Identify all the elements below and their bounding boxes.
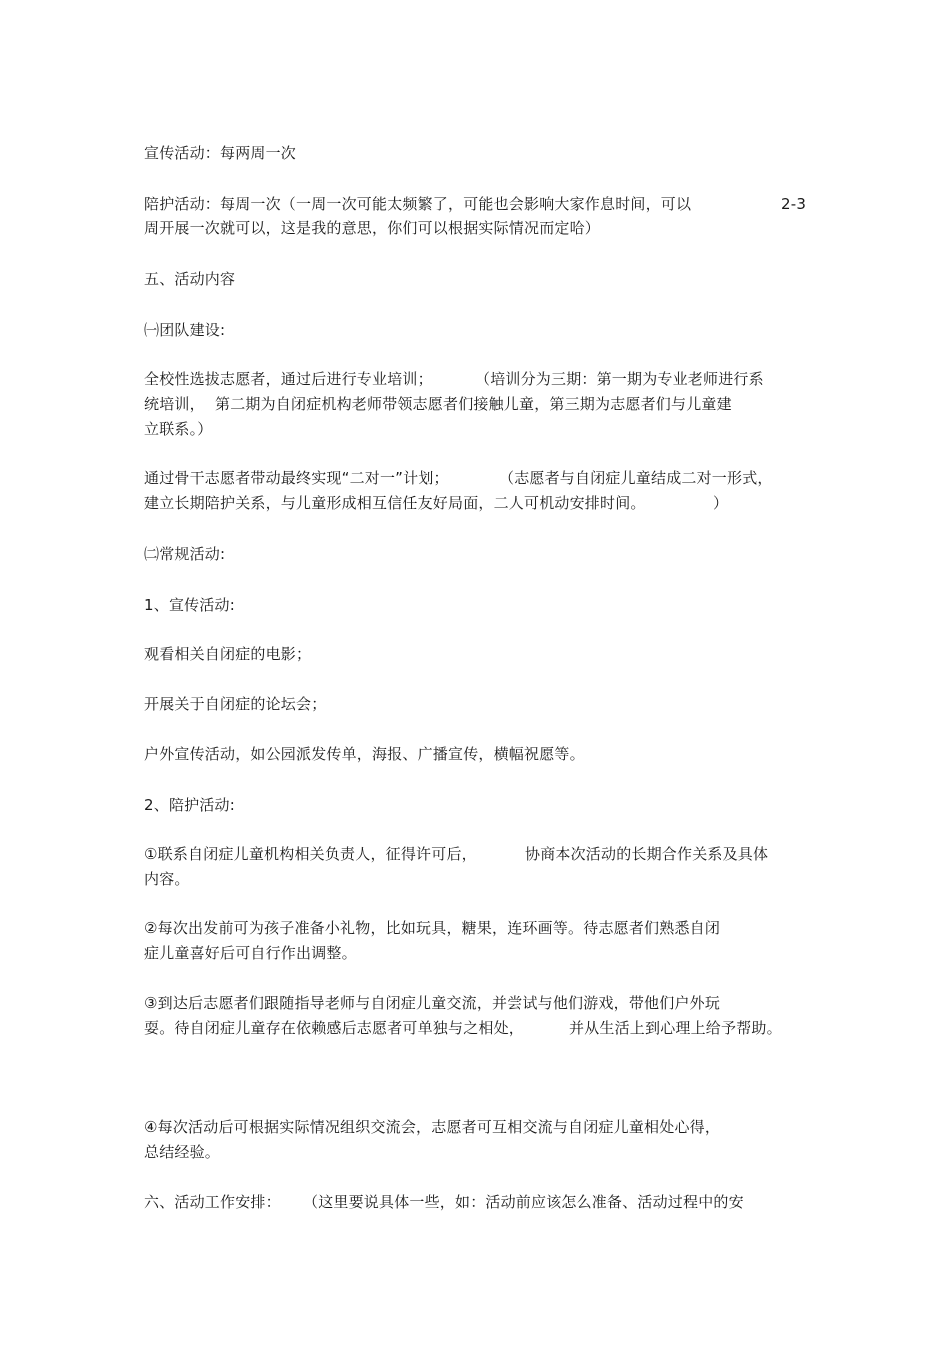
text-line: 协商本次活动的长期合作关系及具体 (525, 845, 769, 863)
list-heading: 2、陪护活动: (144, 796, 235, 814)
text-line: ） (713, 494, 729, 512)
text-line: （培训分为三期：第一期为专业老师进行系 (475, 370, 764, 388)
text-line: 2-3 (781, 195, 807, 213)
text-line: ④每次活动后可根据实际情况组织交流会，志愿者可互相交流与自闭症儿童相处心得， (144, 1118, 721, 1136)
section-heading: 六、活动工作安排： (144, 1193, 281, 1211)
text-line: 宣传活动：每两周一次 (144, 144, 297, 162)
text-line: 第二期为自闭症机构老师带领志愿者们接触儿童，第三期为志愿者们与儿童建 (215, 395, 732, 413)
text-line: ①联系自闭症儿童机构相关负责人，征得许可后， (144, 845, 477, 863)
text-line: 立联系。） (144, 420, 213, 438)
text-line: 内容。 (144, 870, 190, 888)
text-line: 耍。待自闭症儿童存在依赖感后志愿者可单独与之相处， (144, 1019, 525, 1037)
text-line: （志愿者与自闭症儿童结成二对一形式， (499, 469, 773, 487)
list-heading: 1、宣传活动: (144, 596, 235, 614)
subsection-heading: ㈡常规活动: (144, 545, 226, 563)
text-line: 周开展一次就可以，这是我的意思，你们可以根据实际情况而定哈） (144, 219, 601, 237)
text-line: ③到达后志愿者们跟随指导老师与自闭症儿童交流，并尝试与他们游戏，带他们户外玩 (144, 994, 721, 1012)
text-line: ②每次出发前可为孩子准备小礼物，比如玩具，糖果，连环画等。待志愿者们熟悉自闭 (144, 919, 721, 937)
text-line: 陪护活动：每周一次（一周一次可能太频繁了，可能也会影响大家作息时间，可以 (144, 195, 692, 213)
text-line: 总结经验。 (144, 1143, 221, 1161)
text-line: 观看相关自闭症的电影； (144, 645, 312, 663)
text-line: 全校性选拔志愿者，通过后进行专业培训； (144, 370, 433, 388)
text-line: 统培训， (144, 395, 205, 413)
text-line: （这里要说具体一些，如：活动前应该怎么准备、活动过程中的安 (303, 1193, 744, 1211)
text-line: 建立长期陪护关系，与儿童形成相互信任友好局面，二人可机动安排时间。 (144, 494, 646, 512)
text-line: 户外宣传活动，如公园派发传单，海报、广播宣传，横幅祝愿等。 (144, 745, 585, 763)
subsection-heading: ㈠团队建设: (144, 321, 226, 339)
section-heading: 五、活动内容 (144, 270, 236, 288)
text-line: 症儿童喜好后可自行作出调整。 (144, 944, 357, 962)
text-line: 通过骨干志愿者带动最终实现“二对一”计划； (144, 469, 449, 487)
text-line: 开展关于自闭症的论坛会； (144, 695, 327, 713)
text-line: 并从生活上到心理上给予帮助。 (569, 1019, 782, 1037)
